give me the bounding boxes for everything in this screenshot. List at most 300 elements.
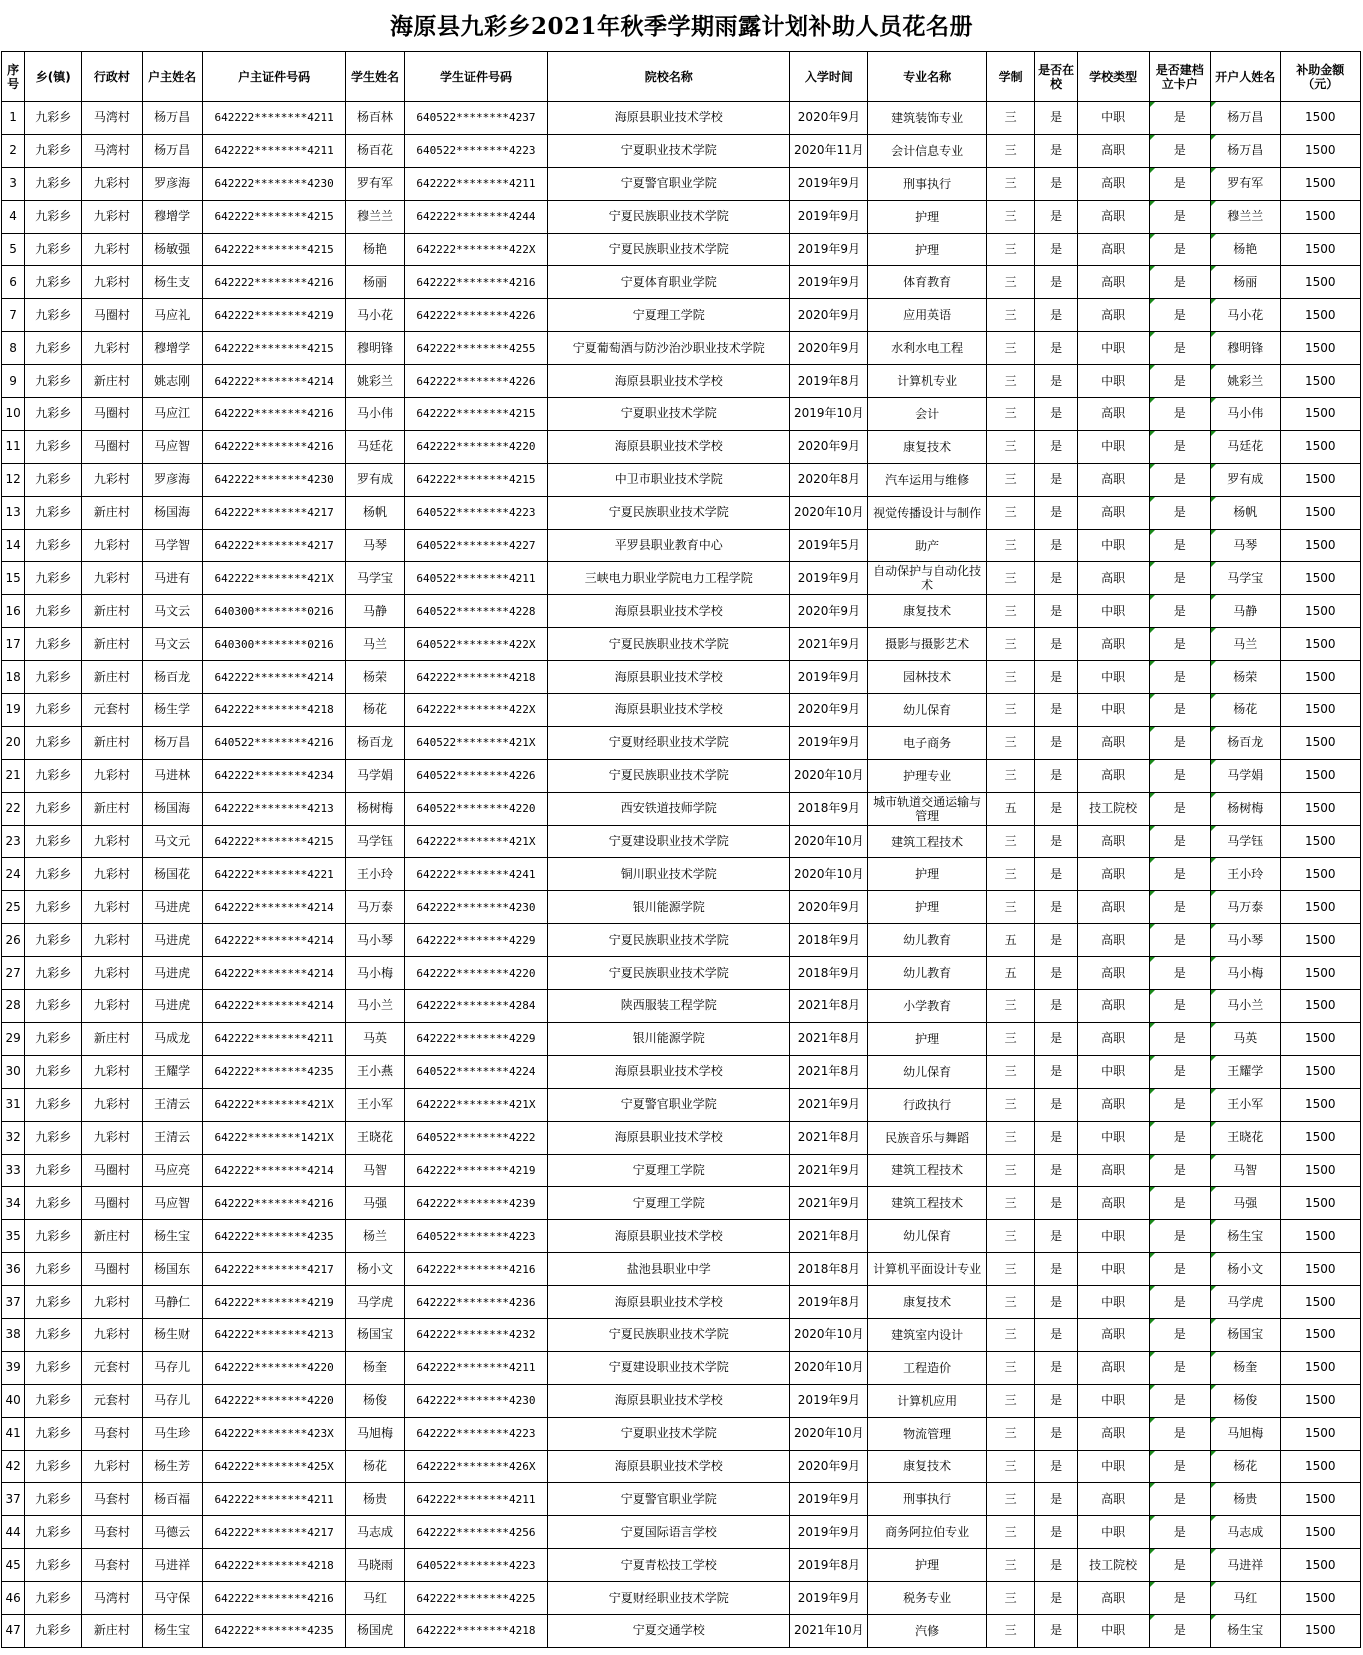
cell-school-name: 海原县职业技术学校 [548, 1055, 790, 1088]
cell-student-name: 杨丽 [346, 266, 404, 299]
header-row [2, 52, 1361, 102]
cell-enroll-date: 2020年9月 [790, 332, 868, 365]
cell-householder-id: 642222********4214 [202, 891, 346, 924]
table-row [2, 957, 1361, 990]
cell-student-id: 642222********4218 [404, 661, 548, 694]
cell-account-holder: 王耀学 [1210, 1055, 1280, 1088]
cell-account-holder: 姚彩兰 [1210, 365, 1280, 398]
cell-school-type: 高职 [1077, 1582, 1149, 1615]
cell-student-id: 640522********4226 [404, 759, 548, 792]
cell-subsidy-amount: 1500 [1280, 759, 1360, 792]
cell-registered-poor: 是 [1149, 1022, 1210, 1055]
table-row [2, 1516, 1361, 1549]
cell-town: 九彩乡 [25, 891, 82, 924]
cell-duration: 三 [986, 102, 1035, 135]
cell-householder-name: 马德云 [142, 1516, 202, 1549]
cell-town: 九彩乡 [25, 924, 82, 957]
cell-subsidy-amount: 1500 [1280, 562, 1360, 595]
cell-householder-name: 马应江 [142, 398, 202, 431]
cell-in-school: 是 [1035, 858, 1077, 891]
cell-subsidy-amount: 1500 [1280, 332, 1360, 365]
cell-student-name: 杨国虎 [346, 1614, 404, 1647]
cell-student-name: 杨艳 [346, 233, 404, 266]
cell-town: 九彩乡 [25, 1582, 82, 1615]
cell-in-school: 是 [1035, 1417, 1077, 1450]
table-row [2, 1614, 1361, 1647]
cell-town: 九彩乡 [25, 1286, 82, 1319]
cell-duration: 三 [986, 200, 1035, 233]
cell-major: 城市轨道交通运输与管理 [868, 792, 986, 825]
cell-in-school: 是 [1035, 891, 1077, 924]
cell-village: 九彩村 [82, 233, 142, 266]
cell-town: 九彩乡 [25, 102, 82, 135]
cell-major: 护理 [868, 891, 986, 924]
cell-householder-id: 642222********4216 [202, 430, 346, 463]
cell-enroll-date: 2019年9月 [790, 661, 868, 694]
cell-row-number: 24 [2, 858, 25, 891]
cell-school-name: 宁夏职业技术学院 [548, 398, 790, 431]
cell-school-name: 宁夏青松技工学校 [548, 1549, 790, 1582]
cell-school-name: 海原县职业技术学校 [548, 365, 790, 398]
table-row [2, 134, 1361, 167]
cell-subsidy-amount: 1500 [1280, 726, 1360, 759]
cell-student-id: 640522********422X [404, 628, 548, 661]
cell-major: 自动保护与自动化技术 [868, 562, 986, 595]
cell-registered-poor: 是 [1149, 233, 1210, 266]
cell-school-name: 宁夏体育职业学院 [548, 266, 790, 299]
cell-householder-name: 马守保 [142, 1582, 202, 1615]
header-cell: 学生证件号码 [404, 52, 548, 102]
cell-school-name: 海原县职业技术学校 [548, 1121, 790, 1154]
cell-town: 九彩乡 [25, 759, 82, 792]
cell-in-school: 是 [1035, 825, 1077, 858]
cell-householder-name: 杨百龙 [142, 661, 202, 694]
cell-householder-id: 642222********4211 [202, 102, 346, 135]
cell-major: 康复技术 [868, 595, 986, 628]
cell-registered-poor: 是 [1149, 891, 1210, 924]
cell-in-school: 是 [1035, 102, 1077, 135]
cell-student-id: 642222********4211 [404, 167, 548, 200]
cell-householder-id: 642222********4217 [202, 1253, 346, 1286]
cell-major: 护理 [868, 1022, 986, 1055]
cell-town: 九彩乡 [25, 1022, 82, 1055]
cell-student-id: 642222********4226 [404, 365, 548, 398]
cell-village: 九彩村 [82, 924, 142, 957]
table-row [2, 990, 1361, 1023]
cell-enroll-date: 2019年9月 [790, 266, 868, 299]
cell-row-number: 6 [2, 266, 25, 299]
cell-enroll-date: 2020年9月 [790, 891, 868, 924]
cell-school-type: 高职 [1077, 726, 1149, 759]
cell-duration: 三 [986, 365, 1035, 398]
cell-student-name: 王小燕 [346, 1055, 404, 1088]
cell-town: 九彩乡 [25, 628, 82, 661]
header-cell: 行政村 [82, 52, 142, 102]
cell-school-name: 宁夏财经职业技术学院 [548, 726, 790, 759]
cell-householder-name: 穆增学 [142, 332, 202, 365]
cell-registered-poor: 是 [1149, 102, 1210, 135]
cell-account-holder: 杨丽 [1210, 266, 1280, 299]
cell-town: 九彩乡 [25, 233, 82, 266]
cell-town: 九彩乡 [25, 365, 82, 398]
cell-householder-name: 马应礼 [142, 299, 202, 332]
cell-householder-id: 642222********4220 [202, 1384, 346, 1417]
cell-registered-poor: 是 [1149, 825, 1210, 858]
cell-school-type: 高职 [1077, 759, 1149, 792]
cell-town: 九彩乡 [25, 1121, 82, 1154]
cell-village: 九彩村 [82, 990, 142, 1023]
cell-registered-poor: 是 [1149, 957, 1210, 990]
cell-row-number: 17 [2, 628, 25, 661]
cell-householder-name: 王清云 [142, 1088, 202, 1121]
cell-account-holder: 罗有军 [1210, 167, 1280, 200]
cell-subsidy-amount: 1500 [1280, 1582, 1360, 1615]
header-cell: 专业名称 [868, 52, 986, 102]
table-row [2, 365, 1361, 398]
cell-householder-id: 642222********4216 [202, 1582, 346, 1615]
cell-school-name: 平罗县职业教育中心 [548, 529, 790, 562]
cell-village: 新庄村 [82, 1614, 142, 1647]
cell-duration: 三 [986, 1582, 1035, 1615]
cell-in-school: 是 [1035, 134, 1077, 167]
cell-village: 九彩村 [82, 759, 142, 792]
cell-enroll-date: 2019年9月 [790, 562, 868, 595]
cell-subsidy-amount: 1500 [1280, 1022, 1360, 1055]
table-row [2, 167, 1361, 200]
cell-householder-name: 杨国花 [142, 858, 202, 891]
cell-subsidy-amount: 1500 [1280, 365, 1360, 398]
table-row [2, 628, 1361, 661]
cell-subsidy-amount: 1500 [1280, 463, 1360, 496]
cell-duration: 三 [986, 595, 1035, 628]
cell-student-name: 马学宝 [346, 562, 404, 595]
cell-account-holder: 杨百龙 [1210, 726, 1280, 759]
cell-student-name: 穆兰兰 [346, 200, 404, 233]
cell-village: 马圈村 [82, 1187, 142, 1220]
cell-duration: 三 [986, 1384, 1035, 1417]
cell-account-holder: 杨帆 [1210, 496, 1280, 529]
cell-householder-id: 642222********421X [202, 1088, 346, 1121]
cell-account-holder: 马小伟 [1210, 398, 1280, 431]
table-row [2, 430, 1361, 463]
cell-town: 九彩乡 [25, 496, 82, 529]
cell-school-type: 中职 [1077, 102, 1149, 135]
cell-row-number: 2 [2, 134, 25, 167]
header-cell: 入学时间 [790, 52, 868, 102]
cell-school-type: 高职 [1077, 134, 1149, 167]
cell-major: 水利水电工程 [868, 332, 986, 365]
cell-village: 九彩村 [82, 529, 142, 562]
cell-householder-name: 马进虎 [142, 924, 202, 957]
cell-school-type: 高职 [1077, 1351, 1149, 1384]
cell-town: 九彩乡 [25, 1253, 82, 1286]
cell-school-type: 高职 [1077, 628, 1149, 661]
cell-in-school: 是 [1035, 200, 1077, 233]
cell-student-name: 杨荣 [346, 661, 404, 694]
cell-registered-poor: 是 [1149, 1220, 1210, 1253]
cell-student-name: 马小花 [346, 299, 404, 332]
cell-row-number: 29 [2, 1022, 25, 1055]
cell-householder-id: 642222********4219 [202, 1286, 346, 1319]
cell-enroll-date: 2019年9月 [790, 726, 868, 759]
cell-duration: 三 [986, 726, 1035, 759]
cell-student-name: 马学娟 [346, 759, 404, 792]
cell-student-name: 杨贵 [346, 1483, 404, 1516]
cell-student-id: 642222********4244 [404, 200, 548, 233]
cell-school-name: 海原县职业技术学校 [548, 694, 790, 727]
cell-village: 九彩村 [82, 825, 142, 858]
cell-registered-poor: 是 [1149, 1351, 1210, 1384]
cell-row-number: 18 [2, 661, 25, 694]
cell-student-id: 640522********4227 [404, 529, 548, 562]
cell-enroll-date: 2021年8月 [790, 1121, 868, 1154]
cell-school-type: 中职 [1077, 1614, 1149, 1647]
table-row [2, 529, 1361, 562]
cell-enroll-date: 2021年8月 [790, 990, 868, 1023]
cell-enroll-date: 2019年5月 [790, 529, 868, 562]
page-title: 海原县九彩乡2021年秋季学期雨露计划补助人员花名册 [389, 13, 973, 40]
table-row [2, 1351, 1361, 1384]
cell-registered-poor: 是 [1149, 266, 1210, 299]
cell-row-number: 11 [2, 430, 25, 463]
cell-householder-name: 穆增学 [142, 200, 202, 233]
cell-school-type: 高职 [1077, 957, 1149, 990]
cell-village: 新庄村 [82, 1220, 142, 1253]
cell-registered-poor: 是 [1149, 299, 1210, 332]
cell-householder-name: 王清云 [142, 1121, 202, 1154]
cell-row-number: 31 [2, 1088, 25, 1121]
cell-subsidy-amount: 1500 [1280, 1286, 1360, 1319]
cell-householder-id: 642222********425X [202, 1450, 346, 1483]
cell-row-number: 22 [2, 792, 25, 825]
cell-enroll-date: 2018年8月 [790, 1253, 868, 1286]
cell-duration: 三 [986, 134, 1035, 167]
cell-student-name: 王晓花 [346, 1121, 404, 1154]
cell-account-holder: 马小琴 [1210, 924, 1280, 957]
cell-school-type: 高职 [1077, 1187, 1149, 1220]
cell-school-name: 三峡电力职业学院电力工程学院 [548, 562, 790, 595]
cell-student-id: 640522********4237 [404, 102, 548, 135]
cell-subsidy-amount: 1500 [1280, 529, 1360, 562]
cell-row-number: 20 [2, 726, 25, 759]
cell-school-type: 中职 [1077, 694, 1149, 727]
cell-duration: 五 [986, 792, 1035, 825]
cell-registered-poor: 是 [1149, 200, 1210, 233]
cell-school-name: 海原县职业技术学校 [548, 102, 790, 135]
cell-householder-id: 642222********4216 [202, 1187, 346, 1220]
cell-major: 幼儿教育 [868, 957, 986, 990]
table-row [2, 1582, 1361, 1615]
cell-row-number: 1 [2, 102, 25, 135]
cell-school-type: 高职 [1077, 891, 1149, 924]
cell-enroll-date: 2020年10月 [790, 825, 868, 858]
cell-duration: 三 [986, 1614, 1035, 1647]
cell-subsidy-amount: 1500 [1280, 1220, 1360, 1253]
cell-registered-poor: 是 [1149, 1450, 1210, 1483]
cell-row-number: 38 [2, 1318, 25, 1351]
cell-row-number: 8 [2, 332, 25, 365]
table-row [2, 759, 1361, 792]
cell-enroll-date: 2019年9月 [790, 1384, 868, 1417]
cell-village: 马圈村 [82, 430, 142, 463]
cell-school-name: 盐池县职业中学 [548, 1253, 790, 1286]
cell-major: 护理 [868, 1549, 986, 1582]
cell-school-name: 宁夏葡萄酒与防沙治沙职业技术学院 [548, 332, 790, 365]
cell-householder-name: 杨国海 [142, 792, 202, 825]
cell-student-id: 642222********4223 [404, 1417, 548, 1450]
cell-student-name: 马琴 [346, 529, 404, 562]
cell-school-type: 中职 [1077, 1121, 1149, 1154]
cell-student-name: 杨俊 [346, 1384, 404, 1417]
cell-student-id: 642222********426X [404, 1450, 548, 1483]
cell-householder-name: 罗彦海 [142, 167, 202, 200]
cell-town: 九彩乡 [25, 398, 82, 431]
cell-town: 九彩乡 [25, 1318, 82, 1351]
cell-enroll-date: 2021年9月 [790, 1088, 868, 1121]
cell-account-holder: 马小梅 [1210, 957, 1280, 990]
cell-householder-name: 马存儿 [142, 1351, 202, 1384]
table-row [2, 1022, 1361, 1055]
cell-subsidy-amount: 1500 [1280, 825, 1360, 858]
cell-duration: 三 [986, 299, 1035, 332]
cell-registered-poor: 是 [1149, 1154, 1210, 1187]
cell-householder-id: 642222********4216 [202, 398, 346, 431]
cell-in-school: 是 [1035, 924, 1077, 957]
cell-student-id: 642222********421X [404, 825, 548, 858]
cell-householder-name: 马文云 [142, 628, 202, 661]
cell-row-number: 12 [2, 463, 25, 496]
table-row [2, 1384, 1361, 1417]
cell-registered-poor: 是 [1149, 562, 1210, 595]
cell-major: 助产 [868, 529, 986, 562]
cell-village: 元套村 [82, 1351, 142, 1384]
cell-student-id: 642222********4220 [404, 957, 548, 990]
cell-student-name: 杨兰 [346, 1220, 404, 1253]
cell-town: 九彩乡 [25, 1154, 82, 1187]
cell-enroll-date: 2020年9月 [790, 430, 868, 463]
cell-school-type: 高职 [1077, 398, 1149, 431]
cell-student-id: 642222********4229 [404, 1022, 548, 1055]
cell-in-school: 是 [1035, 1483, 1077, 1516]
cell-row-number: 27 [2, 957, 25, 990]
cell-major: 幼儿保育 [868, 694, 986, 727]
cell-major: 计算机平面设计专业 [868, 1253, 986, 1286]
cell-major: 刑事执行 [868, 1483, 986, 1516]
cell-village: 马圈村 [82, 1253, 142, 1286]
cell-town: 九彩乡 [25, 661, 82, 694]
cell-town: 九彩乡 [25, 1384, 82, 1417]
cell-in-school: 是 [1035, 1286, 1077, 1319]
cell-major: 园林技术 [868, 661, 986, 694]
cell-school-type: 高职 [1077, 1483, 1149, 1516]
cell-student-name: 马廷花 [346, 430, 404, 463]
cell-registered-poor: 是 [1149, 332, 1210, 365]
cell-householder-id: 642222********4214 [202, 365, 346, 398]
cell-registered-poor: 是 [1149, 792, 1210, 825]
table-row [2, 595, 1361, 628]
table-row [2, 661, 1361, 694]
cell-duration: 三 [986, 1549, 1035, 1582]
cell-school-type: 高职 [1077, 1022, 1149, 1055]
cell-subsidy-amount: 1500 [1280, 430, 1360, 463]
cell-student-id: 642222********4255 [404, 332, 548, 365]
cell-duration: 三 [986, 430, 1035, 463]
cell-school-type: 高职 [1077, 858, 1149, 891]
cell-major: 建筑工程技术 [868, 825, 986, 858]
cell-student-id: 642222********4284 [404, 990, 548, 1023]
cell-duration: 三 [986, 1516, 1035, 1549]
cell-duration: 三 [986, 562, 1035, 595]
cell-account-holder: 杨国宝 [1210, 1318, 1280, 1351]
cell-school-name: 宁夏交通学校 [548, 1614, 790, 1647]
cell-householder-id: 642222********421X [202, 562, 346, 595]
cell-householder-name: 马进虎 [142, 891, 202, 924]
cell-in-school: 是 [1035, 792, 1077, 825]
cell-in-school: 是 [1035, 661, 1077, 694]
cell-householder-name: 马文元 [142, 825, 202, 858]
cell-account-holder: 马学宝 [1210, 562, 1280, 595]
cell-student-id: 642222********4218 [404, 1614, 548, 1647]
cell-town: 九彩乡 [25, 957, 82, 990]
cell-in-school: 是 [1035, 1614, 1077, 1647]
cell-in-school: 是 [1035, 365, 1077, 398]
cell-town: 九彩乡 [25, 430, 82, 463]
cell-town: 九彩乡 [25, 858, 82, 891]
cell-householder-name: 杨万昌 [142, 726, 202, 759]
cell-school-name: 宁夏民族职业技术学院 [548, 759, 790, 792]
cell-householder-name: 杨百福 [142, 1483, 202, 1516]
cell-householder-name: 马学智 [142, 529, 202, 562]
cell-subsidy-amount: 1500 [1280, 167, 1360, 200]
cell-subsidy-amount: 1500 [1280, 1483, 1360, 1516]
cell-row-number: 40 [2, 1384, 25, 1417]
cell-enroll-date: 2019年9月 [790, 167, 868, 200]
cell-householder-name: 马生珍 [142, 1417, 202, 1450]
cell-householder-id: 642222********4214 [202, 990, 346, 1023]
cell-student-name: 马万泰 [346, 891, 404, 924]
cell-subsidy-amount: 1500 [1280, 1318, 1360, 1351]
header-cell: 户主证件号码 [202, 52, 346, 102]
cell-row-number: 39 [2, 1351, 25, 1384]
table-row [2, 792, 1361, 825]
cell-student-name: 杨国宝 [346, 1318, 404, 1351]
cell-registered-poor: 是 [1149, 1549, 1210, 1582]
table-body [2, 102, 1361, 1648]
cell-enroll-date: 2021年9月 [790, 1187, 868, 1220]
cell-registered-poor: 是 [1149, 759, 1210, 792]
cell-enroll-date: 2019年9月 [790, 233, 868, 266]
cell-student-id: 640522********4224 [404, 1055, 548, 1088]
cell-village: 九彩村 [82, 1318, 142, 1351]
cell-duration: 三 [986, 529, 1035, 562]
cell-enroll-date: 2020年11月 [790, 134, 868, 167]
cell-village: 马湾村 [82, 134, 142, 167]
table-row [2, 1220, 1361, 1253]
cell-householder-id: 642222********4218 [202, 1549, 346, 1582]
table-row [2, 1318, 1361, 1351]
cell-registered-poor: 是 [1149, 496, 1210, 529]
cell-householder-id: 642222********4215 [202, 233, 346, 266]
header-cell: 乡(镇) [25, 52, 82, 102]
cell-in-school: 是 [1035, 1549, 1077, 1582]
cell-school-name: 海原县职业技术学校 [548, 430, 790, 463]
cell-in-school: 是 [1035, 1384, 1077, 1417]
cell-village: 九彩村 [82, 858, 142, 891]
cell-in-school: 是 [1035, 1088, 1077, 1121]
cell-student-name: 王小军 [346, 1088, 404, 1121]
cell-householder-name: 杨国海 [142, 496, 202, 529]
cell-school-name: 海原县职业技术学校 [548, 1384, 790, 1417]
